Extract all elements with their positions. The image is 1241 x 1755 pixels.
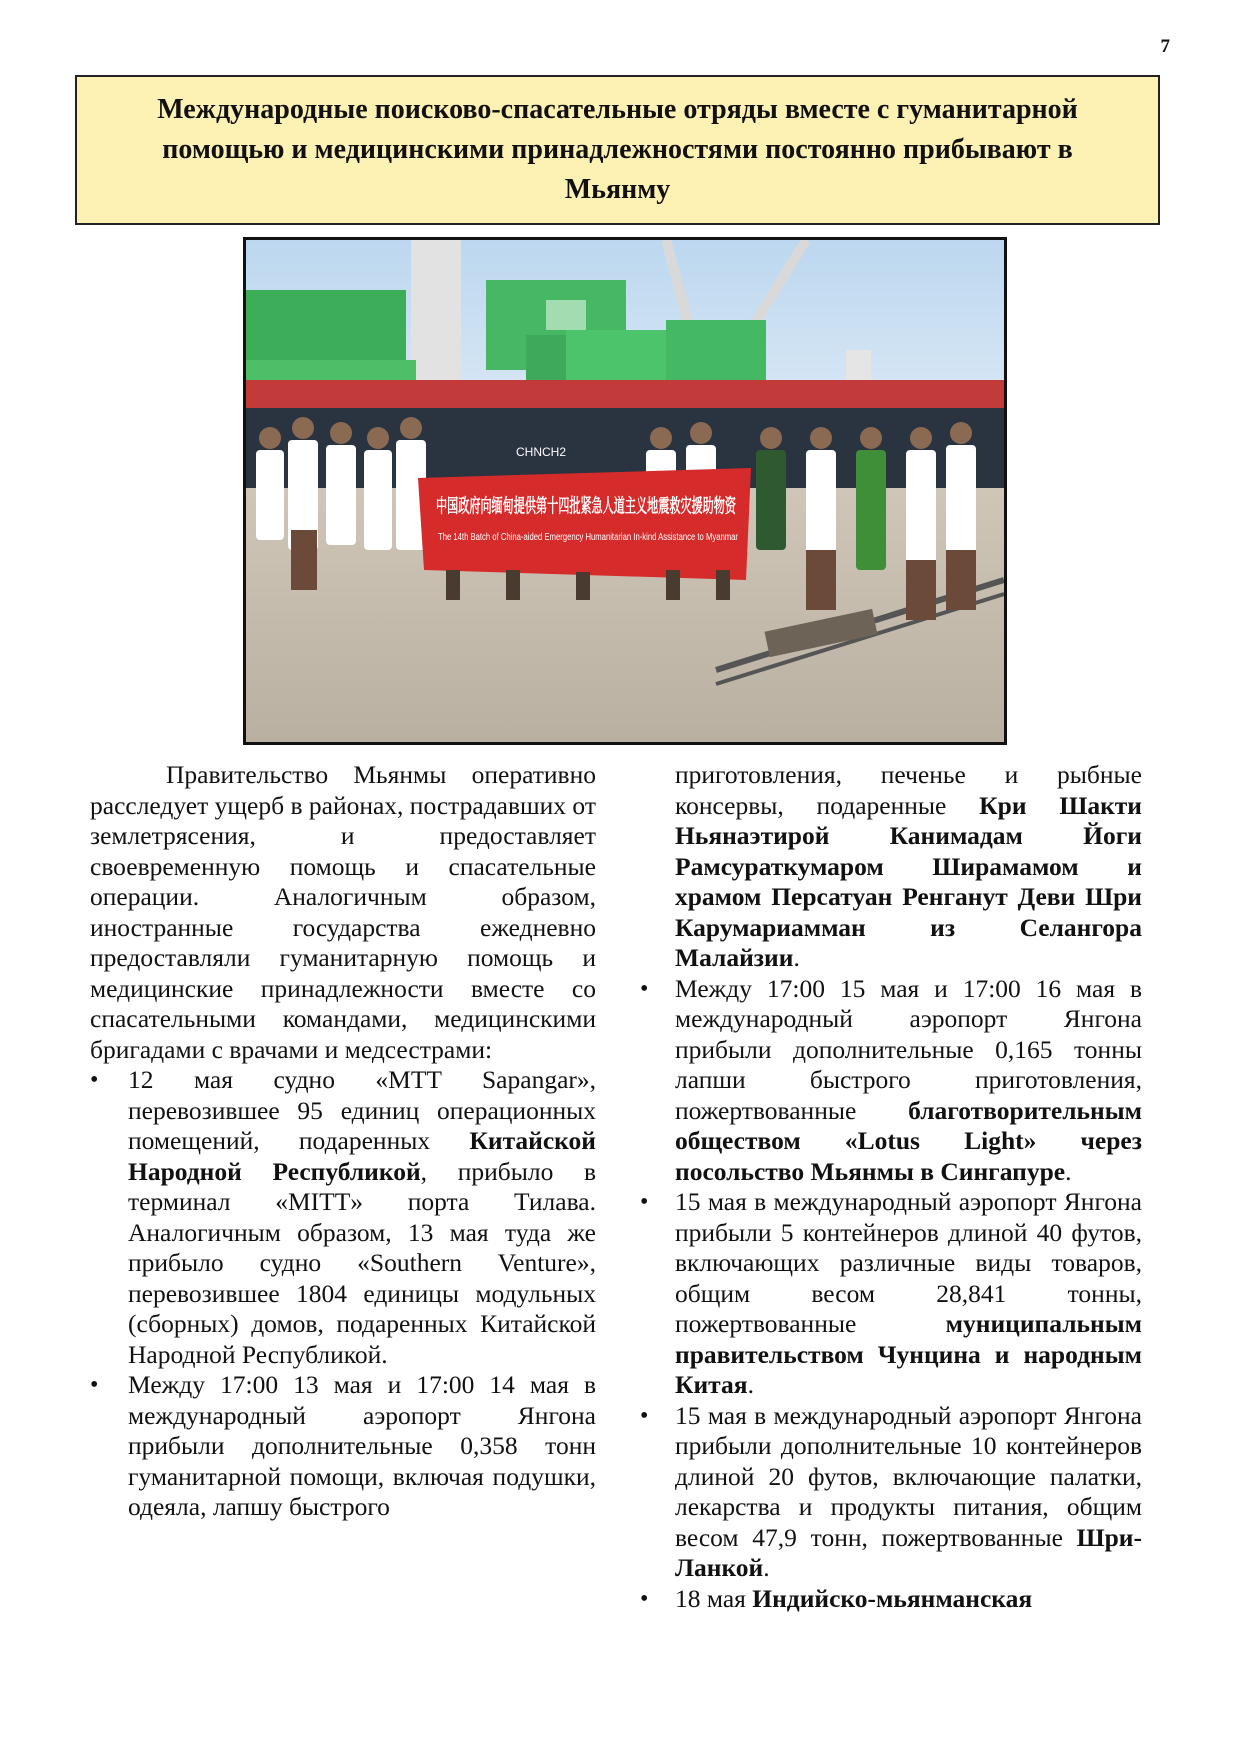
- red-banner: [418, 468, 950, 580]
- list-item: [640, 1187, 1142, 1401]
- item-text: , прибыло в терминал «MITT» порта Тилава. Аналогичным образом, 13 мая туда же прибыло судно «Southern Venture», перевозившее 1804 единицы модульных (сборных) домов, подаренных Китайской Народной Республикой.: [128, 1156, 596, 1369]
- list-item-continuation: [640, 760, 1142, 974]
- left-column: [90, 760, 596, 1523]
- ship-label: CHNCH2: [516, 445, 567, 459]
- banner-chinese-text: 中国政府向缅甸提供第十四批紧急人道主义地震救灾援助物资: [436, 495, 950, 517]
- news-photo: [243, 237, 1007, 745]
- item-text: Между 17:00 15 мая и 17:00 16 мая в международный аэропорт Янгона прибыли дополнительные 0,165 тонны лапши быстрого приготовления, пожертвованные: [675, 973, 1142, 1125]
- item-donor: муниципальным правительством Чунцина и народным Китая: [675, 1309, 1142, 1399]
- item-text: .: [793, 943, 800, 972]
- list-item: [640, 1584, 1142, 1615]
- list-item: [90, 1370, 596, 1523]
- crane-tower: [411, 240, 461, 400]
- item-text: .: [1065, 1156, 1072, 1186]
- list-item: [90, 1065, 596, 1370]
- item-text: 15 мая в международный аэропорт Янгона прибыли дополнительные 10 контейнеров длиной 20 футов, включающие палатки, лекарства и продукты питания, общим весом 47,9 тонн, пожертвованные: [675, 1400, 1142, 1552]
- item-text: .: [747, 1370, 754, 1399]
- intro-paragraph: Правительство Мьянмы оперативно расследует ущерб в районах, пострадавших от землетрясения, и предоставляет своевременную помощь и спасательные операции. Аналогичным образом, иностранные государства ежедневно предоставляли гуманитарную помощь и медицинские принадлежности вместе со спасательными командами, медицинскими бригадами с врачами и медсестрами:: [90, 760, 596, 1064]
- item-text: 15 мая в международный аэропорт Янгона прибыли 5 контейнеров длиной 40 футов, включающих различные виды товаров, общим весом 28,841 тонны, пожертвованные: [675, 1187, 1142, 1338]
- list-item: [640, 974, 1142, 1188]
- title-box: [75, 75, 1160, 225]
- photo-illustration: [246, 240, 1004, 742]
- item-donor: Индийско-мьянманская: [752, 1583, 1033, 1613]
- item-donor: Китайской Народной Республикой: [128, 1126, 596, 1186]
- item-text: 12 мая судно «MTT Sapangar», перевозившее 95 единиц операционных помещений, подаренных: [128, 1065, 596, 1155]
- ship-deck: [246, 380, 1004, 408]
- news-list: [640, 974, 1142, 1615]
- item-donor: Шри-Ланкой: [675, 1522, 1142, 1582]
- item-text: приготовления, печенье и рыбные консервы, подаренные: [675, 760, 1142, 820]
- banner-english-text: The 14th Batch of China-aided Emergency Humanitarian In-kind Assistance to Myanmar: [438, 532, 739, 543]
- page-title: Международные поисково-спасательные отряды вместе с гуманитарной помощью и медицинскими принадлежностями постоянно прибывают в Мьянму: [157, 94, 1078, 205]
- list-item: [640, 1401, 1142, 1584]
- page-number: 7: [1160, 36, 1170, 57]
- item-text: 18 мая: [675, 1583, 753, 1613]
- item-donor: Кри Шакти Ньянаэтирой Канимадам Йоги Рамсураткумаром Ширамамом и храмом Персатуан Ренганут Деви Шри Карумариамман из Селангора Малайзии: [675, 790, 1142, 972]
- news-list: [90, 1065, 596, 1523]
- item-text: .: [763, 1553, 770, 1582]
- item-donor: благотворительным обществом «Lotus Light» через посольство Мьянмы в Сингапуре: [675, 1095, 1142, 1186]
- right-column: [640, 760, 1142, 1614]
- item-text: Между 17:00 13 мая и 17:00 14 мая в международный аэропорт Янгона прибыли дополнительные 0,358 тонн гуманитарной помощи, включая подушки, одеяла, лапшу быстрого: [128, 1370, 596, 1521]
